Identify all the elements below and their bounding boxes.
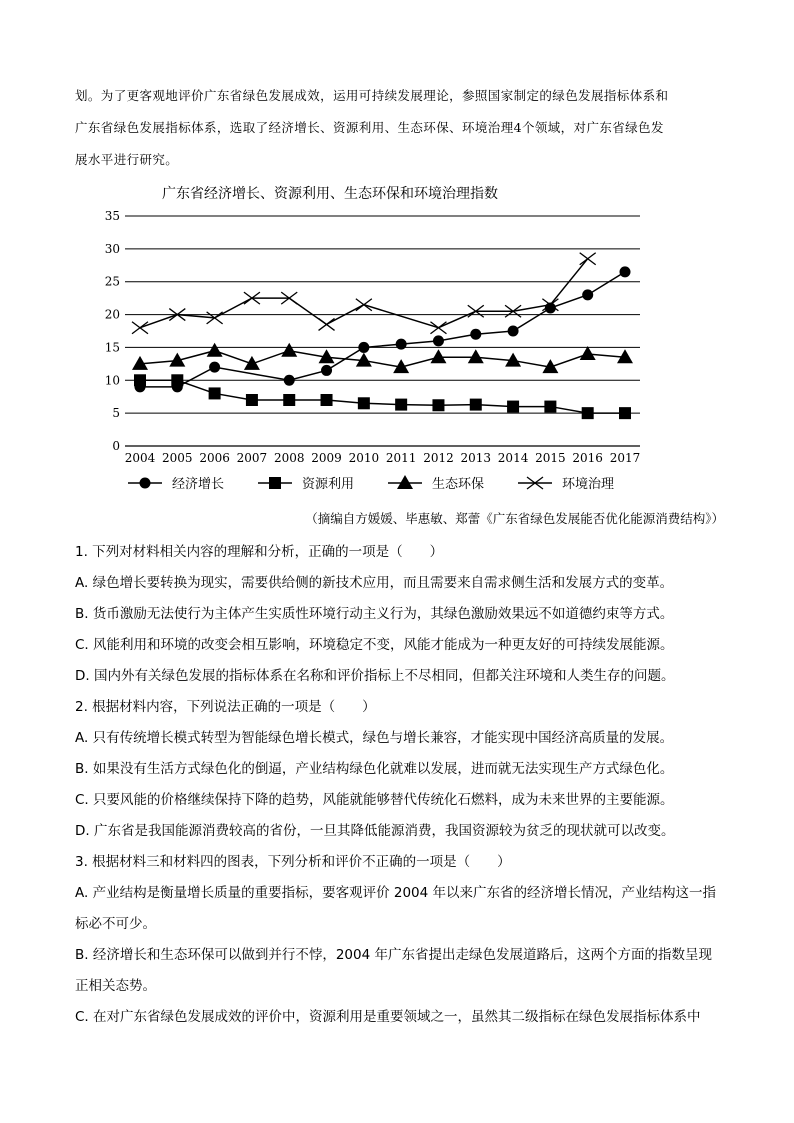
question-stem: 2. 根据材料内容，下列说法正确的一项是（ ） <box>75 699 376 715</box>
x-tick-label: 2017 <box>609 451 641 465</box>
x-tick-label: 2015 <box>535 451 566 465</box>
x-tick-label: 2011 <box>385 451 417 465</box>
x-tick-label: 2013 <box>460 451 492 465</box>
data-point-1 <box>358 342 369 353</box>
data-point-2 <box>432 399 444 411</box>
legend-label: 经济增长 <box>172 477 225 492</box>
y-tick-label: 5 <box>112 406 120 421</box>
option-d: D. 国内外有关绿色发展的指标体系在名称和评价指标上不尽相同，但都关注环境和人类生存的问题。 <box>75 668 675 684</box>
data-point-2 <box>582 407 594 419</box>
option-b-cont: 正相关态势。 <box>75 978 156 994</box>
data-point-2 <box>246 394 258 406</box>
x-tick-label: 2014 <box>497 451 529 465</box>
data-point-1 <box>470 329 481 340</box>
data-point-2 <box>395 399 407 411</box>
x-tick-label: 2007 <box>236 451 268 465</box>
source-citation: （摘编自方媛媛、毕惠敏、郑蕾《广东省绿色发展能否优化能源消费结构》） <box>305 511 724 526</box>
y-tick-label: 0 <box>112 439 120 453</box>
data-point-1 <box>620 266 631 277</box>
data-point-3 <box>580 346 596 360</box>
data-point-3 <box>244 356 260 370</box>
data-point-3 <box>281 343 297 357</box>
legend-label: 生态环保 <box>432 477 485 492</box>
data-point-2 <box>544 401 556 413</box>
option-b: B. 如果没有生活方式绿色化的倒逼，产业结构绿色化就难以发展，进而就无法实现生产方式绿色化。 <box>75 761 674 777</box>
x-tick-label: 2004 <box>124 451 156 465</box>
y-tick-label: 35 <box>104 209 120 223</box>
option-c: C. 只要风能的价格继续保持下降的趋势，风能就能够替代传统化石燃料，成为未来世界的主要能源。 <box>75 792 674 808</box>
questions-section <box>75 537 730 1033</box>
data-point-1 <box>321 365 332 376</box>
option-d: D. 广东省是我国能源消费较高的省份，一旦其降低能源消费，我国资源较为贫乏的现状就可以改变。 <box>75 823 675 839</box>
data-point-2 <box>507 401 519 413</box>
legend-marker <box>269 477 281 489</box>
data-point-1 <box>209 362 220 373</box>
data-point-1 <box>582 289 593 300</box>
index-line-chart <box>100 178 660 503</box>
option-b: B. 货币激励无法使行为主体产生实质性环境行动主义行为，其绿色激励效果远不如道德约束等方式。 <box>75 606 674 622</box>
data-point-1 <box>284 375 295 386</box>
x-tick-label: 2012 <box>423 451 454 465</box>
y-tick-label: 20 <box>104 307 120 322</box>
data-point-2 <box>321 394 333 406</box>
option-a: A. 只有传统增长模式转型为智能绿色增长模式，绿色与增长兼容，才能实现中国经济高质量的发展。 <box>75 730 674 746</box>
y-tick-label: 15 <box>104 340 120 355</box>
x-tick-label: 2005 <box>162 451 193 465</box>
data-point-2 <box>358 397 370 409</box>
intro-line: 广东省绿色发展指标体系，选取了经济增长、资源利用、生态环保、环境治理4个领域，对广东省绿色发 <box>75 120 664 135</box>
question-stem: 1. 下列对材料相关内容的理解和分析，正确的一项是（ ） <box>75 544 444 560</box>
data-point-1 <box>433 335 444 346</box>
x-tick-label: 2010 <box>348 451 380 465</box>
y-tick-label: 30 <box>104 241 120 256</box>
legend-label: 环境治理 <box>562 477 615 492</box>
intro-line: 展水平进行研究。 <box>75 152 179 167</box>
option-a: A. 绿色增长要转换为现实，需要供给侧的新技术应用，而且需要来自需求侧生活和发展方式的变革。 <box>75 575 674 591</box>
y-tick-label: 10 <box>104 373 120 388</box>
data-point-3 <box>430 349 446 363</box>
data-point-2 <box>283 394 295 406</box>
option-a-cont: 标必不可少。 <box>75 916 156 932</box>
legend-marker <box>140 478 151 489</box>
data-point-2 <box>209 387 221 399</box>
option-c: C. 风能利用和环境的改变会相互影响，环境稳定不变，风能才能成为一种更友好的可持续发展能源。 <box>75 637 674 653</box>
legend-marker <box>397 475 413 489</box>
x-tick-label: 2009 <box>311 451 342 465</box>
y-tick-label: 25 <box>104 274 120 289</box>
data-point-2 <box>619 407 631 419</box>
data-point-2 <box>134 374 146 386</box>
question-stem: 3. 根据材料三和材料四的图表，下列分析和评价不正确的一项是（ ） <box>75 854 511 870</box>
x-tick-label: 2008 <box>273 451 305 465</box>
intro-paragraph <box>75 80 725 176</box>
chart-title: 广东省经济增长、资源利用、生态环保和环境治理指数 <box>162 186 498 202</box>
option-c: C. 在对广东省绿色发展成效的评价中，资源利用是重要领域之一，虽然其二级指标在绿色发展指标体系中 <box>75 1009 701 1025</box>
option-a: A. 产业结构是衡量增长质量的重要指标，要客观评价 2004 年以来广东省的经济增长情况，产业结构这一指 <box>75 885 717 901</box>
data-point-1 <box>396 339 407 350</box>
option-b: B. 经济增长和生态环保可以做到并行不悖，2004 年广东省提出走绿色发展道路后，这两个方面的指数呈现 <box>75 947 712 963</box>
intro-line: 划。为了更客观地评价广东省绿色发展成效，运用可持续发展理论，参照国家制定的绿色发展指标体系和 <box>75 88 669 103</box>
data-point-2 <box>470 399 482 411</box>
data-point-3 <box>207 343 223 357</box>
legend-label: 资源利用 <box>302 477 355 492</box>
x-tick-label: 2006 <box>199 451 230 465</box>
data-point-3 <box>468 349 484 363</box>
data-point-2 <box>171 374 183 386</box>
data-point-1 <box>508 326 519 337</box>
x-tick-label: 2016 <box>572 451 603 465</box>
